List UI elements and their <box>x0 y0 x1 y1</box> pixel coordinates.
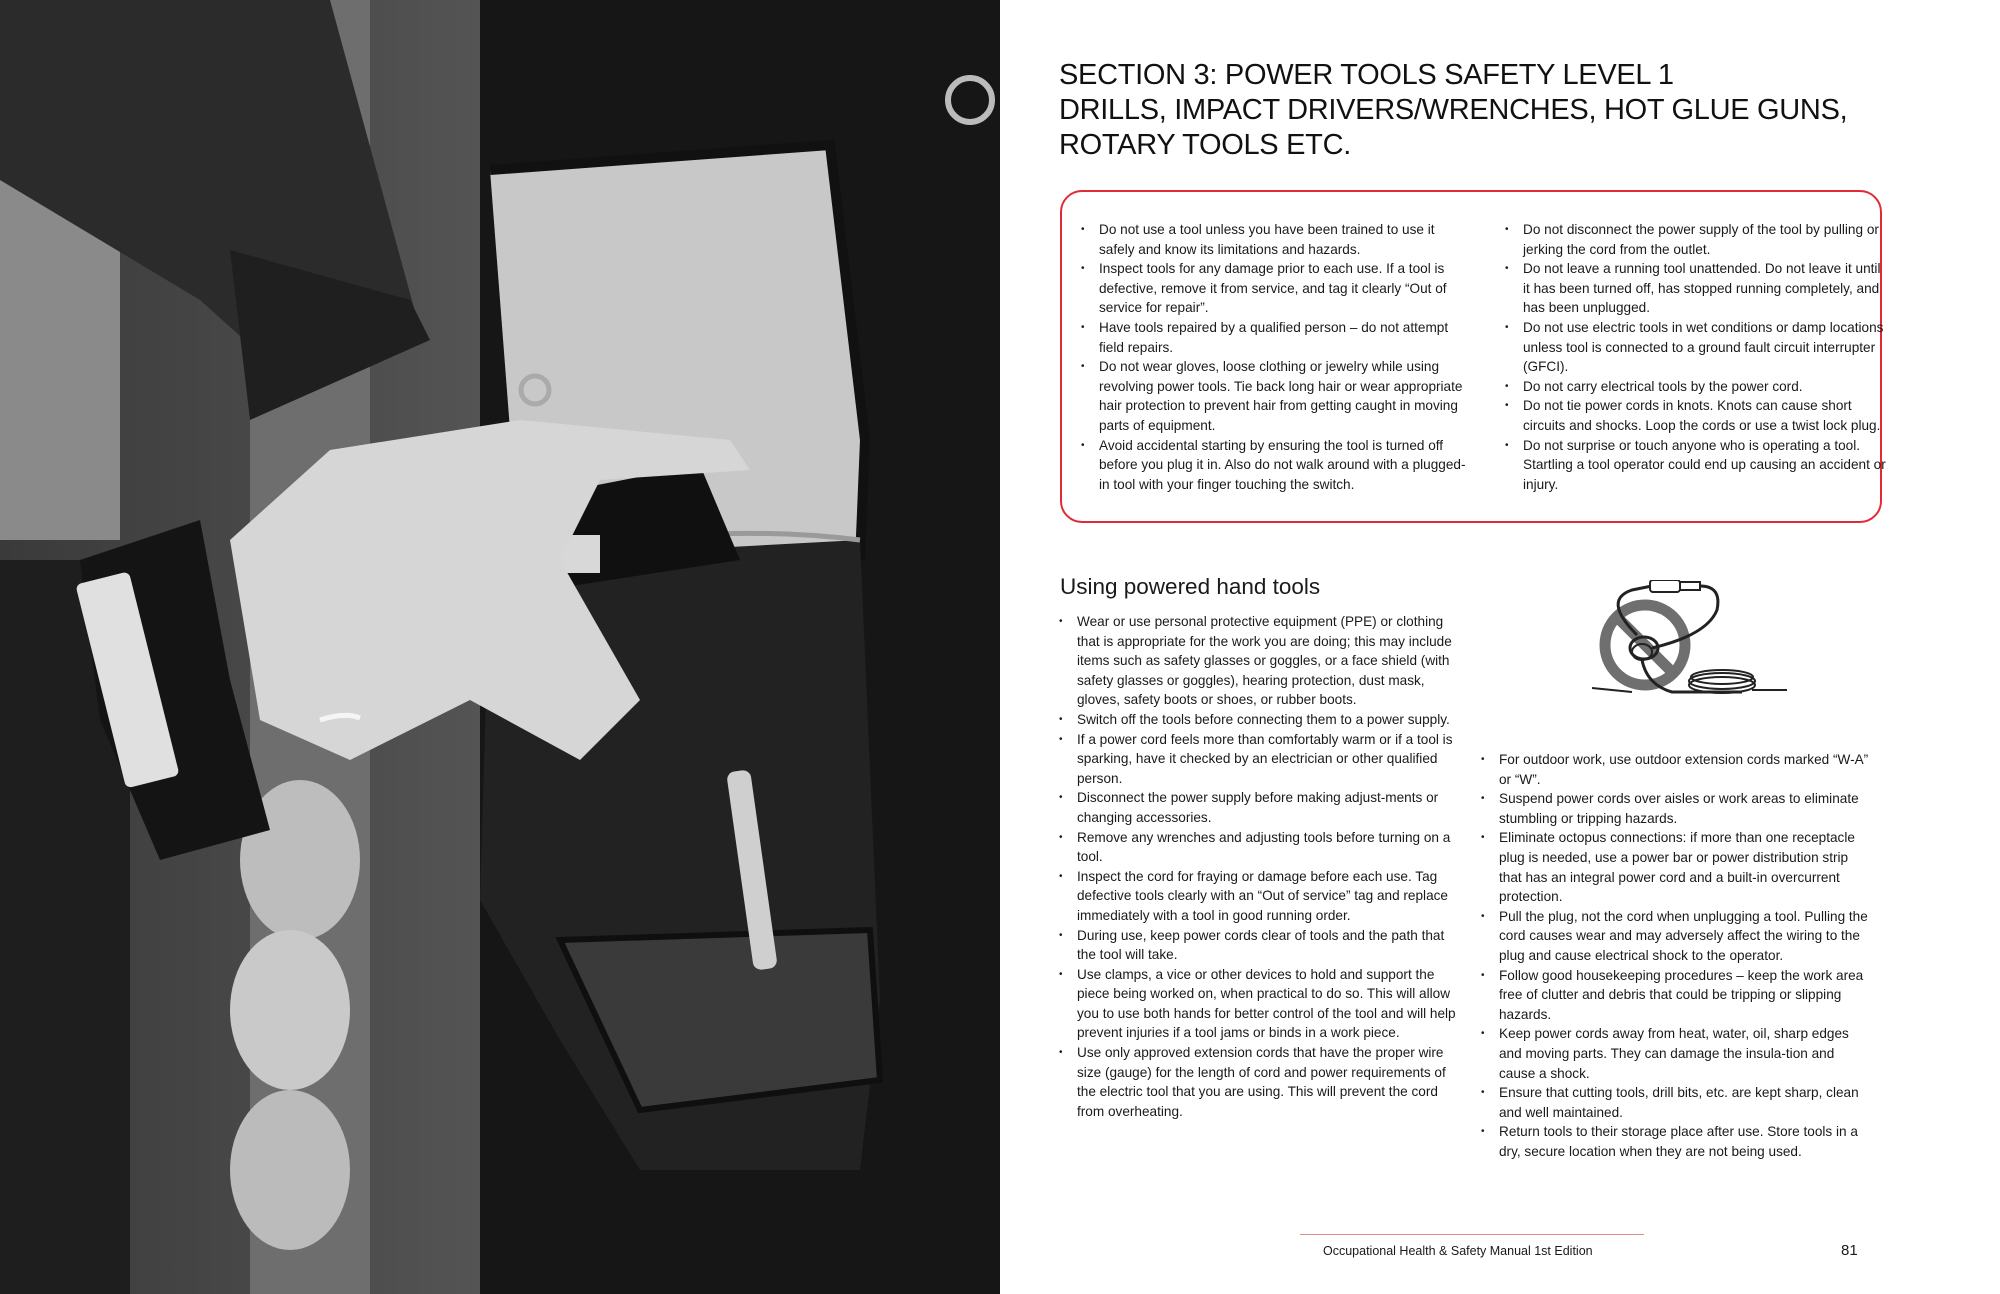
manual-page <box>1000 0 2000 1294</box>
footer-manual-title: Occupational Health & Safety Manual 1st Edition <box>1323 1244 1593 1258</box>
powered-hand-tools-left-column <box>1052 612 1462 1121</box>
list-item: • Do not wear gloves, loose clothing or jewelry while using revolving power tools. Tie back long hair or wear appropriate hair protection to prevent hair from getting caught in moving parts of equipment. <box>1074 357 1469 435</box>
safety-rules-left-column <box>1074 220 1469 494</box>
powered-hand-tools-right-column <box>1474 750 1874 1161</box>
list-item: • During use, keep power cords clear of tools and the path that the tool will take. <box>1052 926 1462 965</box>
section-title-line: SECTION 3: POWER TOOLS SAFETY LEVEL 1 <box>1059 59 1674 91</box>
list-item: • Pull the plug, not the cord when unplugging a tool. Pulling the cord causes wear and may adversely affect the wiring to the plug and cause electrical shock to the operator. <box>1474 907 1874 966</box>
list-item: • Use clamps, a vice or other devices to hold and support the piece being worked on, when practical to do so. This will allow you to use both hands for better control of the tool and will help prevent injuries if a tool jams or binds in a work piece. <box>1052 965 1462 1043</box>
list-item: • Do not tie power cords in knots. Knots can cause short circuits and shocks. Loop the cords or use a twist lock plug. <box>1498 396 1888 435</box>
list-item: • Inspect tools for any damage prior to each use. If a tool is defective, remove it from service, and tag it clearly “Out of service for repair”. <box>1074 259 1469 318</box>
list-item: • Do not use a tool unless you have been trained to use it safely and know its limitations and hazards. <box>1074 220 1469 259</box>
list-item: • Ensure that cutting tools, drill bits, etc. are kept sharp, clean and well maintained. <box>1474 1083 1874 1122</box>
safety-rules-box <box>1060 190 1886 523</box>
safety-rules-list-right <box>1498 220 1888 494</box>
section-title-line: DRILLS, IMPACT DRIVERS/WRENCHES, HOT GLUE GUNS, <box>1059 94 1848 126</box>
list-item: • Do not carry electrical tools by the power cord. <box>1498 377 1888 397</box>
list-item: • Wear or use personal protective equipment (PPE) or clothing that is appropriate for the work you are doing; this may include items such as safety glasses or goggles, or a face shield (with safety glasses or goggles), hearing protection, dust mask, gloves, safety boots or shoes, or rubber boots. <box>1052 612 1462 710</box>
list-item: • Inspect the cord for fraying or damage before each use. Tag defective tools clearly with an “Out of service” tag and replace immediately with a tool in good running order. <box>1052 867 1462 926</box>
list-item: • Eliminate octopus connections: if more than one receptacle plug is needed, use a power bar or power distribution strip that has an integral power cord and a built-in overcurrent protection. <box>1474 828 1874 906</box>
powered-hand-tools-heading: Using powered hand tools <box>1060 574 1321 599</box>
list-item: • If a power cord feels more than comfortably warm or if a tool is sparking, have it checked by an electrician or other qualified person. <box>1052 730 1462 789</box>
list-item: • Suspend power cords over aisles or work areas to eliminate stumbling or tripping hazards. <box>1474 789 1874 828</box>
list-item: • Do not surprise or touch anyone who is operating a tool. Startling a tool operator could end up causing an accident or injury. <box>1498 436 1888 495</box>
list-item: • Disconnect the power supply before making adjust-ments or changing accessories. <box>1052 788 1462 827</box>
list-item: • Follow good housekeeping procedures – keep the work area free of clutter and debris that could be tripping or slipping hazards. <box>1474 966 1874 1025</box>
list-item: • Have tools repaired by a qualified person – do not attempt field repairs. <box>1074 318 1469 357</box>
section-title-line: ROTARY TOOLS ETC. <box>1059 129 1351 161</box>
list-item: • Avoid accidental starting by ensuring the tool is turned off before you plug it in. Also do not walk around with a plugged-in tool with your finger touching the switch. <box>1074 436 1469 495</box>
list-item: • Return tools to their storage place after use. Store tools in a dry, secure location when they are not being used. <box>1474 1122 1874 1161</box>
powered-hand-tools-list-right <box>1474 750 1874 1161</box>
no-knotted-cord-icon <box>1592 580 1832 705</box>
list-item: • For outdoor work, use outdoor extension cords marked “W-A” or “W”. <box>1474 750 1874 789</box>
list-item: • Remove any wrenches and adjusting tools before turning on a tool. <box>1052 828 1462 867</box>
safety-rules-list-left <box>1074 220 1469 494</box>
list-item: • Do not use electric tools in wet conditions or damp locations unless tool is connected to a ground fault circuit interrupter (GFCI). <box>1498 318 1888 377</box>
footer-divider <box>1300 1234 1644 1235</box>
list-item: • Use only approved extension cords that have the proper wire size (gauge) for the length of cord and power requirements of the electric tool that you are using. This will prevent the cord from overheating. <box>1052 1043 1462 1121</box>
page-number: 81 <box>1841 1242 1858 1259</box>
powered-hand-tools-list-left <box>1052 612 1462 1121</box>
safety-rules-right-column <box>1498 220 1888 494</box>
section-title <box>1059 58 1959 163</box>
list-item: • Do not leave a running tool unattended. Do not leave it until it has been turned off, has stopped running completely, and has been unplugged. <box>1498 259 1888 318</box>
list-item: • Switch off the tools before connecting them to a power supply. <box>1052 710 1462 730</box>
list-item: • Do not disconnect the power supply of the tool by pulling or jerking the cord from the outlet. <box>1498 220 1888 259</box>
list-item: • Keep power cords away from heat, water, oil, sharp edges and moving parts. They can damage the insula-tion and cause a shock. <box>1474 1024 1874 1083</box>
